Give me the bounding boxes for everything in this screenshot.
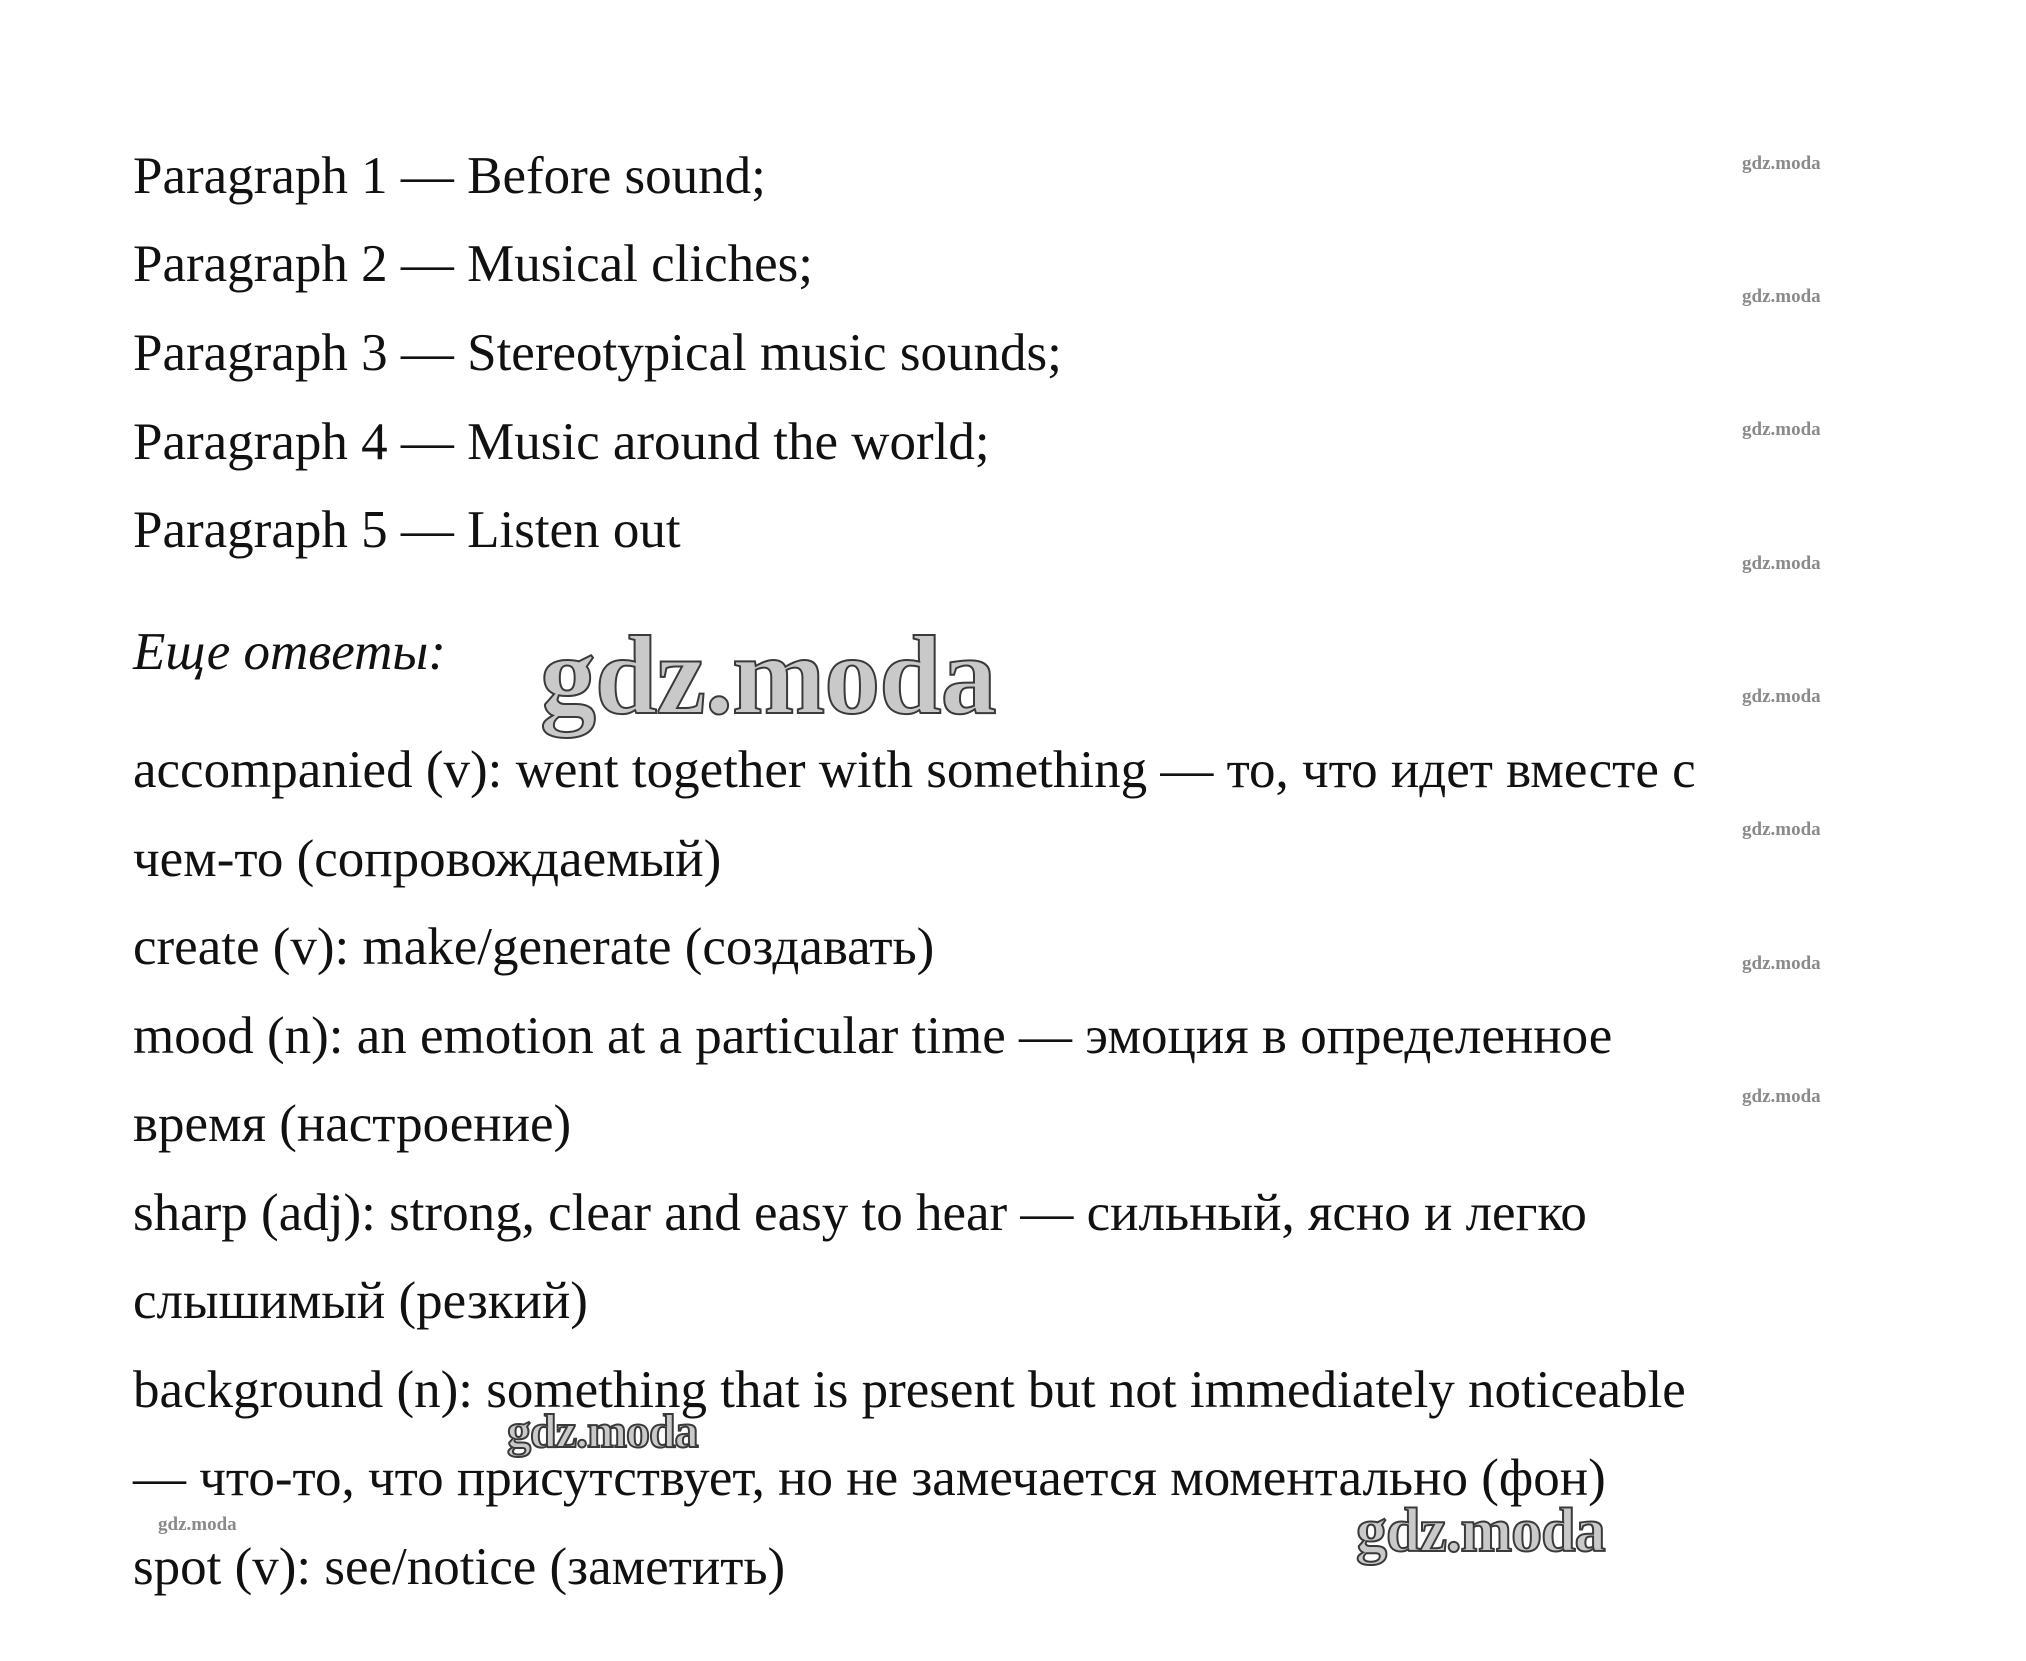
paragraph-5-title: Paragraph 5 — Listen out bbox=[133, 501, 681, 559]
more-answers-heading: Еще ответы: bbox=[133, 623, 446, 681]
vocab-line-3: create (v): make/generate (создавать) bbox=[133, 918, 935, 976]
watermark-small: gdz.moda bbox=[158, 1514, 237, 1535]
vocab-line-8: background (n): something that is present but not immediately noticeable bbox=[133, 1361, 1686, 1419]
watermark-small: gdz.moda bbox=[1742, 553, 1821, 574]
paragraph-4-title: Paragraph 4 — Music around the world; bbox=[133, 413, 990, 471]
watermark-small: gdz.moda bbox=[1742, 286, 1821, 307]
vocab-line-6: sharp (adj): strong, clear and easy to hear — сильный, ясно и легко bbox=[133, 1184, 1587, 1242]
paragraph-2-title: Paragraph 2 — Musical cliches; bbox=[133, 235, 813, 293]
watermark-medium: gdz.moda bbox=[1356, 1497, 1605, 1565]
watermark-small: gdz.moda bbox=[1742, 1086, 1821, 1107]
watermark-small: gdz.moda bbox=[1742, 153, 1821, 174]
watermark-medium: gdz.moda bbox=[507, 1405, 698, 1458]
paragraph-3-title: Paragraph 3 — Stereotypical music sounds; bbox=[133, 324, 1062, 382]
watermark-small: gdz.moda bbox=[1742, 686, 1821, 707]
watermark-small: gdz.moda bbox=[1742, 419, 1821, 440]
paragraph-1-title: Paragraph 1 — Before sound; bbox=[133, 147, 766, 205]
watermark-small: gdz.moda bbox=[1742, 819, 1821, 840]
watermark-small: gdz.moda bbox=[1742, 953, 1821, 974]
vocab-line-4: mood (n): an emotion at a particular time — эмоция в определенное bbox=[133, 1007, 1613, 1065]
vocab-line-10: spot (v): see/notice (заметить) bbox=[133, 1538, 786, 1596]
vocab-line-9: — что-то, что присутствует, но не замечается моментально (фон) bbox=[133, 1449, 1606, 1507]
watermark-large: gdz.moda bbox=[540, 614, 996, 738]
vocab-line-5: время (настроение) bbox=[133, 1095, 572, 1153]
vocab-line-2: чем-то (сопровождаемый) bbox=[133, 830, 722, 888]
vocab-line-1: accompanied (v): went together with something — то, что идет вместе с bbox=[133, 741, 1696, 799]
vocab-line-7: слышимый (резкий) bbox=[133, 1272, 588, 1330]
